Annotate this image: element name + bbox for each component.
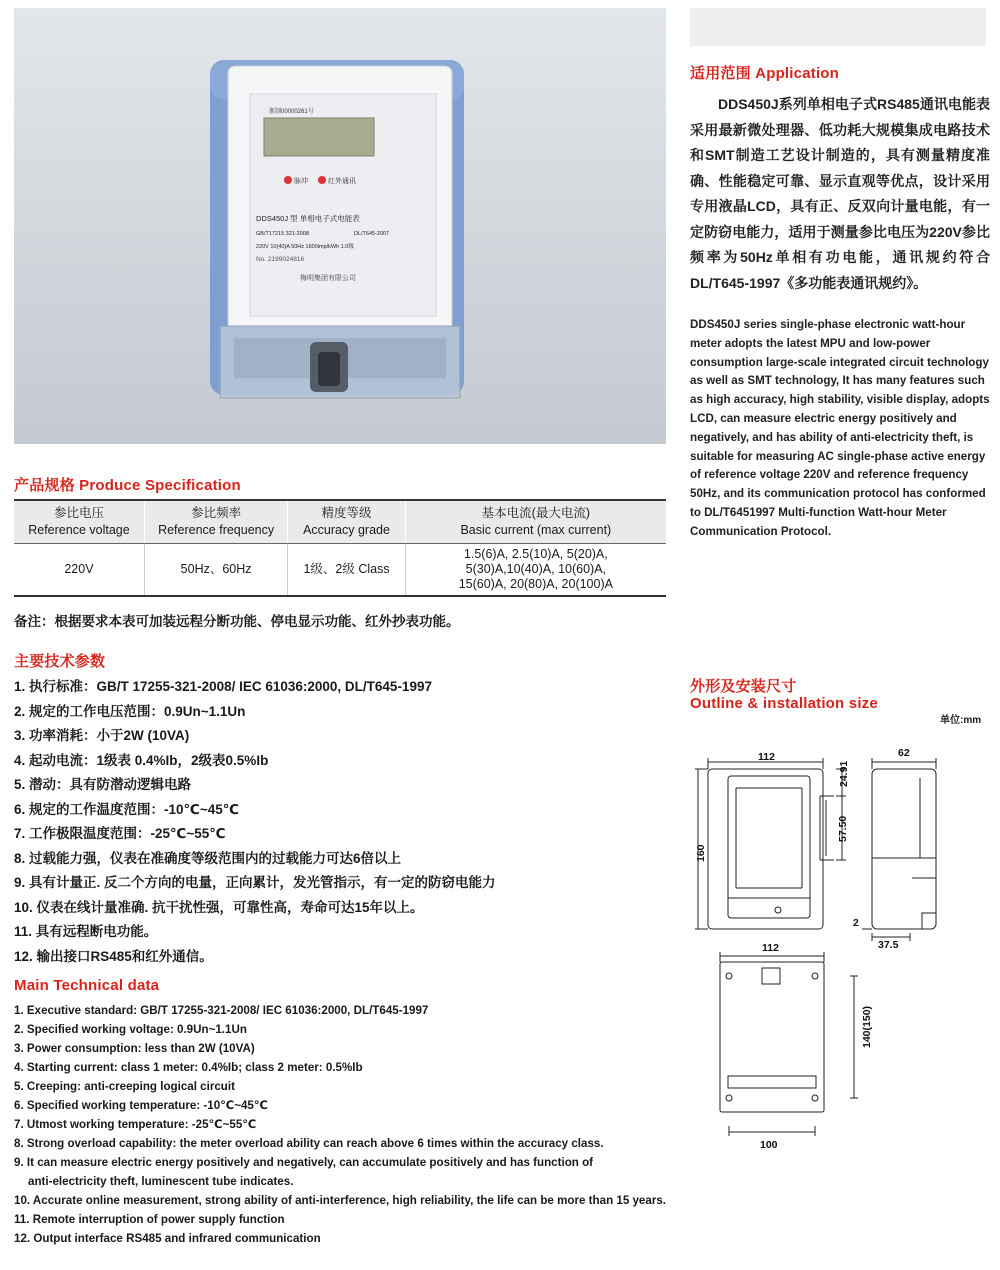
indicator-ir: 红外通讯 bbox=[328, 178, 356, 185]
list-item: 12. Output interface RS485 and infrared communication bbox=[14, 1232, 321, 1245]
dim-2: 2 bbox=[853, 917, 859, 929]
spec-cell-voltage: 220V bbox=[14, 544, 144, 597]
list-item: 10. Accurate online measurement, strong ability of anti-interference, high reliability, the life can be more than 15 years. bbox=[14, 1194, 667, 1207]
list-item: 5. Creeping: anti-creeping logical circuit bbox=[14, 1080, 235, 1093]
meter-rating: 220V 10(40)A 50Hz 1600imp/kWh 1.0级 bbox=[256, 244, 354, 250]
list-item: 6. Specified working temperature: -10℃~45℃ bbox=[14, 1099, 268, 1112]
unit-label: 单位:mm bbox=[940, 715, 982, 726]
outline-drawing bbox=[690, 738, 990, 1158]
list-item: 5. 潜动：具有防潜动逻辑电路 bbox=[14, 777, 192, 792]
list-item: 7. 工作极限温度范围：-25℃~55℃ bbox=[14, 826, 226, 841]
dim-back-bottom: 100 bbox=[760, 1139, 778, 1151]
list-item: 3. Power consumption: less than 2W (10VA) bbox=[14, 1042, 255, 1055]
dim-back-width: 112 bbox=[762, 942, 779, 954]
tech-cn-list bbox=[14, 675, 496, 969]
outline-heading-en: Outline & installation size bbox=[690, 695, 878, 712]
product-photo bbox=[14, 8, 666, 444]
spec-header-voltage: 参比电压 Reference voltage bbox=[14, 500, 144, 544]
tech-en-heading: Main Technical data bbox=[14, 977, 160, 994]
tech-cn-heading: 主要技术参数 bbox=[14, 653, 106, 670]
dim-24-91: 24.91 bbox=[838, 760, 850, 787]
meter-company: 梅明集团有限公司 bbox=[300, 275, 356, 282]
outline-heading-cn: 外形及安装尺寸 bbox=[690, 678, 797, 695]
spec-header-current: 基本电流(最大电流) Basic current (max current) bbox=[405, 500, 666, 544]
list-item: 7. Utmost working temperature: -25℃~55℃ bbox=[14, 1118, 257, 1131]
dim-front-width: 112 bbox=[758, 751, 775, 763]
list-item: 11. Remote interruption of power supply function bbox=[14, 1213, 285, 1226]
spec-header-frequency: 参比频率 Reference frequency bbox=[144, 500, 287, 544]
list-item: 1. Executive standard: GB/T 17255-321-2008/ IEC 61036:2000, DL/T645-1997 bbox=[14, 1004, 429, 1017]
meter-model-title: DDS450J 型 单相电子式电能表 bbox=[256, 214, 360, 223]
spec-note: 备注：根据要求本表可加装远程分断功能、停电显示功能、红外抄表功能。 bbox=[14, 614, 460, 629]
list-item: 10. 仪表在线计量准确. 抗干扰性强，可靠性高，寿命可达15年以上。 bbox=[14, 899, 424, 915]
front-view-outline bbox=[708, 769, 823, 929]
list-item: 3. 功率消耗：小于2W (10VA) bbox=[14, 728, 190, 743]
tech-en-list bbox=[14, 1001, 666, 1248]
dim-57-50: 57.50 bbox=[837, 815, 849, 842]
application-heading: 适用范围 Application bbox=[690, 65, 840, 82]
dim-side-width: 62 bbox=[898, 747, 910, 759]
application-cn-text: DDS450J系列单相电子式RS485通讯电能表采用最新微处理器、低功耗大规模集成电路技术和SMT制造工艺设计制造的，具有测量精度准确、性能稳定可靠、显示直观等优点，设计采用专用液晶LCD，具有正、反双向计量电能，有一定防窃电能力，适用于测量参比电压为220V参比频率为50Hz单相有功电能，通讯规约符合DL/T645-1997《多功能表通讯规约》。 bbox=[690, 96, 990, 291]
meter-std-right: DL/T645-2007 bbox=[354, 231, 390, 237]
list-item: 8. 过载能力强，仪表在准确度等级范围内的过载能力可达6倍以上 bbox=[14, 850, 402, 866]
list-item: 12. 输出接口RS485和红外通信。 bbox=[14, 948, 213, 964]
screw-hole bbox=[775, 907, 781, 913]
list-item: 1. 执行标准：GB/T 17255-321-2008/ IEC 61036:2000, DL/T645-1997 bbox=[14, 679, 432, 694]
list-item: 9. 具有计量正. 反二个方向的电量，正向累计，发光管指示，有一定的防窃电能力 bbox=[14, 875, 496, 890]
spec-heading: 产品规格 Produce Specification bbox=[14, 477, 241, 494]
label-code: 浙制00000261号 bbox=[269, 109, 314, 115]
spec-cell-accuracy: 1级、2级 Class bbox=[288, 544, 405, 597]
list-item: 2. Specified working voltage: 0.9Un~1.1Un bbox=[14, 1023, 247, 1036]
meter-illustration bbox=[14, 8, 666, 444]
dim-37-5: 37.5 bbox=[878, 939, 899, 951]
indicator-pulse: 脉冲 bbox=[294, 178, 308, 185]
spec-table bbox=[14, 499, 666, 597]
spec-header-accuracy: 精度等级 Accuracy grade bbox=[288, 500, 405, 544]
list-item: 4. Starting current: class 1 meter: 0.4%Ib; class 2 meter: 0.5%Ib bbox=[14, 1061, 363, 1074]
spec-header-row bbox=[14, 500, 666, 544]
list-item: 4. 起动电流：1级表 0.4%Ib，2级表0.5%Ib bbox=[14, 752, 269, 768]
list-item: 8. Strong overload capability: the meter overload ability can reach above 6 times within the accuracy class. bbox=[14, 1137, 604, 1150]
side-view-outline bbox=[872, 769, 936, 929]
spec-data-row bbox=[14, 544, 666, 597]
list-item: 9. It can measure electric energy positively and negatively, can accumulate positively and has function of bbox=[14, 1156, 594, 1169]
front-view-cover bbox=[728, 776, 810, 918]
list-item: 2. 规定的工作电压范围：0.9Un~1.1Un bbox=[14, 703, 246, 719]
dim-back-height: 140(150) bbox=[861, 1005, 873, 1048]
top-gray-bar bbox=[690, 8, 986, 46]
application-en-text: DDS450J series single-phase electronic watt-hour meter adopts the latest MPU and low-power consumption large-scale integrated circuit technology as well as SMT technology, It has many features such as high accuracy, high stability, visible display, adopts LCD, can measure electric energy positively and negatively, and has ability of anti-electricity theft, is suitable for measuring AC single-phase active energy of reference voltage 220V and reference frequency 50Hz, and its communication protocol has conformed to DL/T6451997 Multi-function Watt-hour Meter Communication Protocol. bbox=[690, 318, 990, 538]
spec-cell-frequency: 50Hz、60Hz bbox=[144, 544, 287, 597]
meter-std-left: GB/T17215.321-2008 bbox=[256, 231, 309, 237]
meter-serial: No. 2199024816 bbox=[256, 256, 305, 263]
spec-cell-current: 1.5(6)A, 2.5(10)A, 5(20)A, 5(30)A,10(40)A, 10(60)A, 15(60)A, 20(80)A, 20(100)A bbox=[405, 544, 666, 597]
list-item: 11. 具有远程断电功能。 bbox=[14, 924, 158, 939]
list-item: 6. 规定的工作温度范围：-10℃~45℃ bbox=[14, 801, 240, 817]
list-item: anti-electricity theft, luminescent tube indicates. bbox=[28, 1175, 294, 1188]
dim-front-height: 160 bbox=[695, 844, 707, 862]
